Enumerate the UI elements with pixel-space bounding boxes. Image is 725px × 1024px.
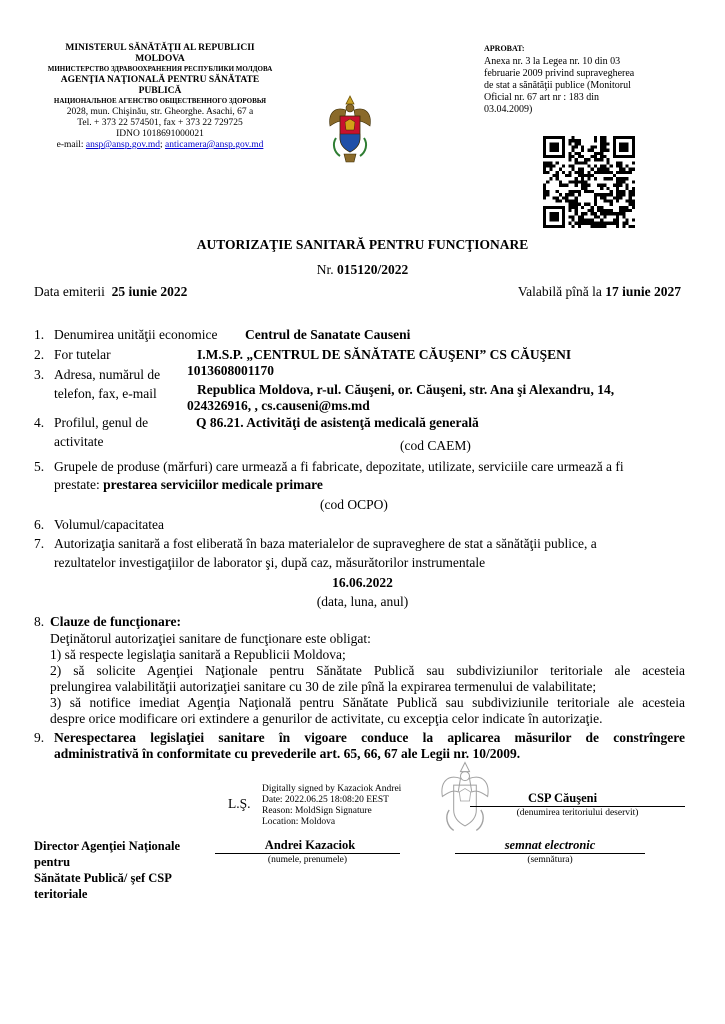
valid-label: Valabilă pînă la: [517, 284, 602, 299]
agency-name-ru: НАЦИОНАЛЬНОЕ АГЕНСТВО ОБЩЕСТВЕННОГО ЗДОРОВЬЯ: [53, 97, 267, 105]
item-number: 1.: [34, 327, 45, 342]
item-label: Volumul/capacitatea: [54, 517, 164, 532]
warning-text: administrativă în conformitate cu prevederile art. 65, 66, 67 ale Legii nr. 10/2009.: [54, 746, 521, 761]
activity-profile: Q 86.21. Activităţi de asistenţă medicală generală: [196, 415, 479, 430]
item-label-continued: [54, 476, 323, 493]
qr-code[interactable]: [543, 136, 635, 228]
approval-line: 03.04.2009): [484, 104, 533, 115]
director-title: [34, 838, 204, 902]
inspection-date-caption: (data, luna, anul): [316, 594, 409, 609]
item-label: Denumirea unităţii economice: [54, 327, 218, 342]
coat-of-arms-icon: [326, 92, 374, 168]
director-title-line: teritoriale: [34, 887, 88, 901]
issue-date-value: 25 iunie 2022: [111, 284, 188, 299]
item-label: Profilul, genul de: [54, 415, 149, 430]
agency-name-2: PUBLICĂ: [138, 86, 182, 96]
digital-signature-line: Reason: MoldSign Signature: [262, 806, 372, 816]
unit-caption: (denumirea teritoriului deservit): [516, 808, 639, 818]
director-name: Andrei Kazaciok: [264, 838, 356, 852]
item-label: activitate: [54, 434, 104, 449]
digital-signature-line: Date: 2022.06.25 18:08:20 EEST: [262, 795, 389, 805]
country-name: MOLDOVA: [135, 54, 185, 64]
item-number: 9.: [34, 730, 45, 745]
name-underline: [215, 853, 400, 854]
inspection-date: 16.06.2022: [332, 575, 393, 590]
issue-date: [34, 283, 187, 300]
agency-address: 2028, mun. Chişinău, str. Gheorghe. Asachi, 67 a: [66, 107, 254, 117]
email-separator: ;: [160, 140, 166, 150]
valid-date-value: 17 iunie 2027: [605, 284, 681, 299]
electronic-signature: semnat electronic: [504, 838, 596, 852]
approval-line: februarie 2009 privind supravegherea: [484, 68, 635, 79]
ministry-name-ru: МИНИСТЕРСТВО ЗДРАВООХРАНЕНИЯ РЕСПУБЛИКИ МОЛДОВА: [47, 65, 273, 73]
item-label: rezultatelor investigaţiilor de laborator şi, după caz, măsurătorilor instrumentale: [54, 555, 486, 570]
ministry-name: MINISTERUL SĂNĂTĂŢII AL REPUBLICII: [65, 43, 255, 53]
signature-underline: [455, 853, 645, 854]
item-label: Adresa, numărul de: [54, 367, 161, 382]
item-number: 6.: [34, 517, 45, 532]
agency-idno: IDNO 1018691000021: [116, 129, 204, 139]
clauses-title: Clauze de funcţionare:: [50, 614, 181, 629]
director-title-line: Director Agenţiei Naţionale: [34, 839, 181, 853]
unit-name: Centrul de Sanatate Causeni: [245, 327, 411, 342]
unit-address: Republica Moldova, r-ul. Căuşeni, or. Căuşeni, str. Ana şi Alexandru, 14,: [197, 382, 615, 397]
issue-label: Data emiterii: [34, 284, 105, 299]
item-number: 2.: [34, 347, 45, 362]
tutelar-idno: 1013608001170: [187, 363, 275, 378]
services-value: prestarea serviciilor medicale primare: [103, 477, 323, 492]
director-title-line: pentru: [34, 855, 71, 869]
document-number: [0, 261, 725, 278]
item-number: 8.: [34, 614, 45, 629]
agency-name: AGENŢIA NAŢIONALĂ PENTRU SĂNĂTATE: [60, 75, 260, 85]
approval-line: Anexa nr. 3 la Legea nr. 10 din 03: [484, 56, 621, 67]
clause-text: 2) să solicite Agenţiei Naţionale pentru Sănătate Publică sau subdiviziunilor teritoriale ale acesteia: [50, 663, 685, 678]
approval-line: Oficial nr. 67 art nr : 183 din: [484, 92, 599, 103]
item-label: telefon, fax, e-mail: [54, 386, 157, 401]
email-link-ansp[interactable]: ansp@ansp.gov.md: [85, 140, 160, 150]
item-number: 4.: [34, 415, 45, 430]
stamp-place: L.Ş.: [228, 796, 251, 811]
qr-code-icon: [543, 136, 635, 228]
digital-signature-line: Digitally signed by Kazaciok Andrei: [262, 784, 402, 794]
valid-until: [518, 283, 681, 300]
caem-caption: (cod CAEM): [400, 438, 471, 453]
approval-line: de stat a sănătăţii publice (Monitorul: [484, 80, 631, 91]
warning-text: Nerespectarea legislaţiei sanitare în vigoare conduce la aplicarea măsurilor de constrîngere: [54, 730, 685, 745]
digital-signature-line: Location: Moldova: [262, 817, 336, 827]
item-number: 3.: [34, 367, 45, 382]
item-number: 7.: [34, 536, 45, 551]
email-prefix: e-mail:: [56, 140, 86, 150]
item-label: Autorizaţia sanitară a fost eliberată în baza materialelor de supraveghere de stat a sănătăţii publice, a: [54, 536, 597, 551]
item-label: Grupele de produse (mărfuri) care urmează a fi fabricate, depozitate, utilizate, serviciile care urmează a fi: [54, 459, 624, 474]
item-number: 5.: [34, 459, 45, 474]
name-caption: (numele, prenumele): [267, 855, 348, 865]
agency-phone: Tel. + 373 22 574501, fax + 373 22 729725: [77, 118, 243, 128]
agency-emails: [20, 140, 300, 151]
approval-text: [484, 56, 694, 116]
email-link-anticamera[interactable]: anticamera@ansp.gov.md: [165, 140, 264, 150]
unit-contacts: 024326916, , cs.causeni@ms.md: [187, 398, 370, 413]
tutelar-name: I.M.S.P. „CENTRUL DE SĂNĂTATE CĂUŞENI” CS CĂUŞENI: [197, 347, 572, 362]
item-label: prestate:: [54, 477, 100, 492]
document-title: AUTORIZAŢIE SANITARĂ PENTRU FUNCŢIONARE: [196, 237, 529, 252]
number-label: Nr.: [316, 262, 334, 277]
clause-text: despre orice modificare ori extindere a genurilor de activitate, cu excepţia celor indicate în autorizaţie.: [50, 711, 603, 726]
clause-text: 3) să notifice imediat Agenţia Naţională pentru Sănătate Publică sau subdiviziunile teritoriale ale acesteia: [50, 695, 685, 710]
clause-text: 1) să respecte legislaţia sanitară a Republicii Moldova;: [50, 647, 346, 662]
signature-caption: (semnătura): [527, 855, 573, 865]
approval-title: APROBAT:: [484, 44, 525, 53]
unit-underline: [470, 806, 685, 807]
item-label: For tutelar: [54, 347, 111, 362]
director-title-line: Sănătate Publică/ şef CSP: [34, 871, 172, 885]
number-value: 015120/2022: [336, 262, 409, 277]
ocpo-caption: (cod OCPO): [320, 497, 388, 512]
digital-signature-info: [262, 784, 401, 828]
clause-text: prelungirea valabilităţii autorizaţiei sanitare cu 30 de zile pînă la expirarea termenului de valabilitate;: [50, 679, 597, 694]
territorial-unit: CSP Căuşeni: [527, 791, 598, 805]
qr-modules: [543, 136, 635, 228]
clause-text: Deţinătorul autorizaţiei sanitare de funcţionare este obligat:: [50, 631, 371, 646]
